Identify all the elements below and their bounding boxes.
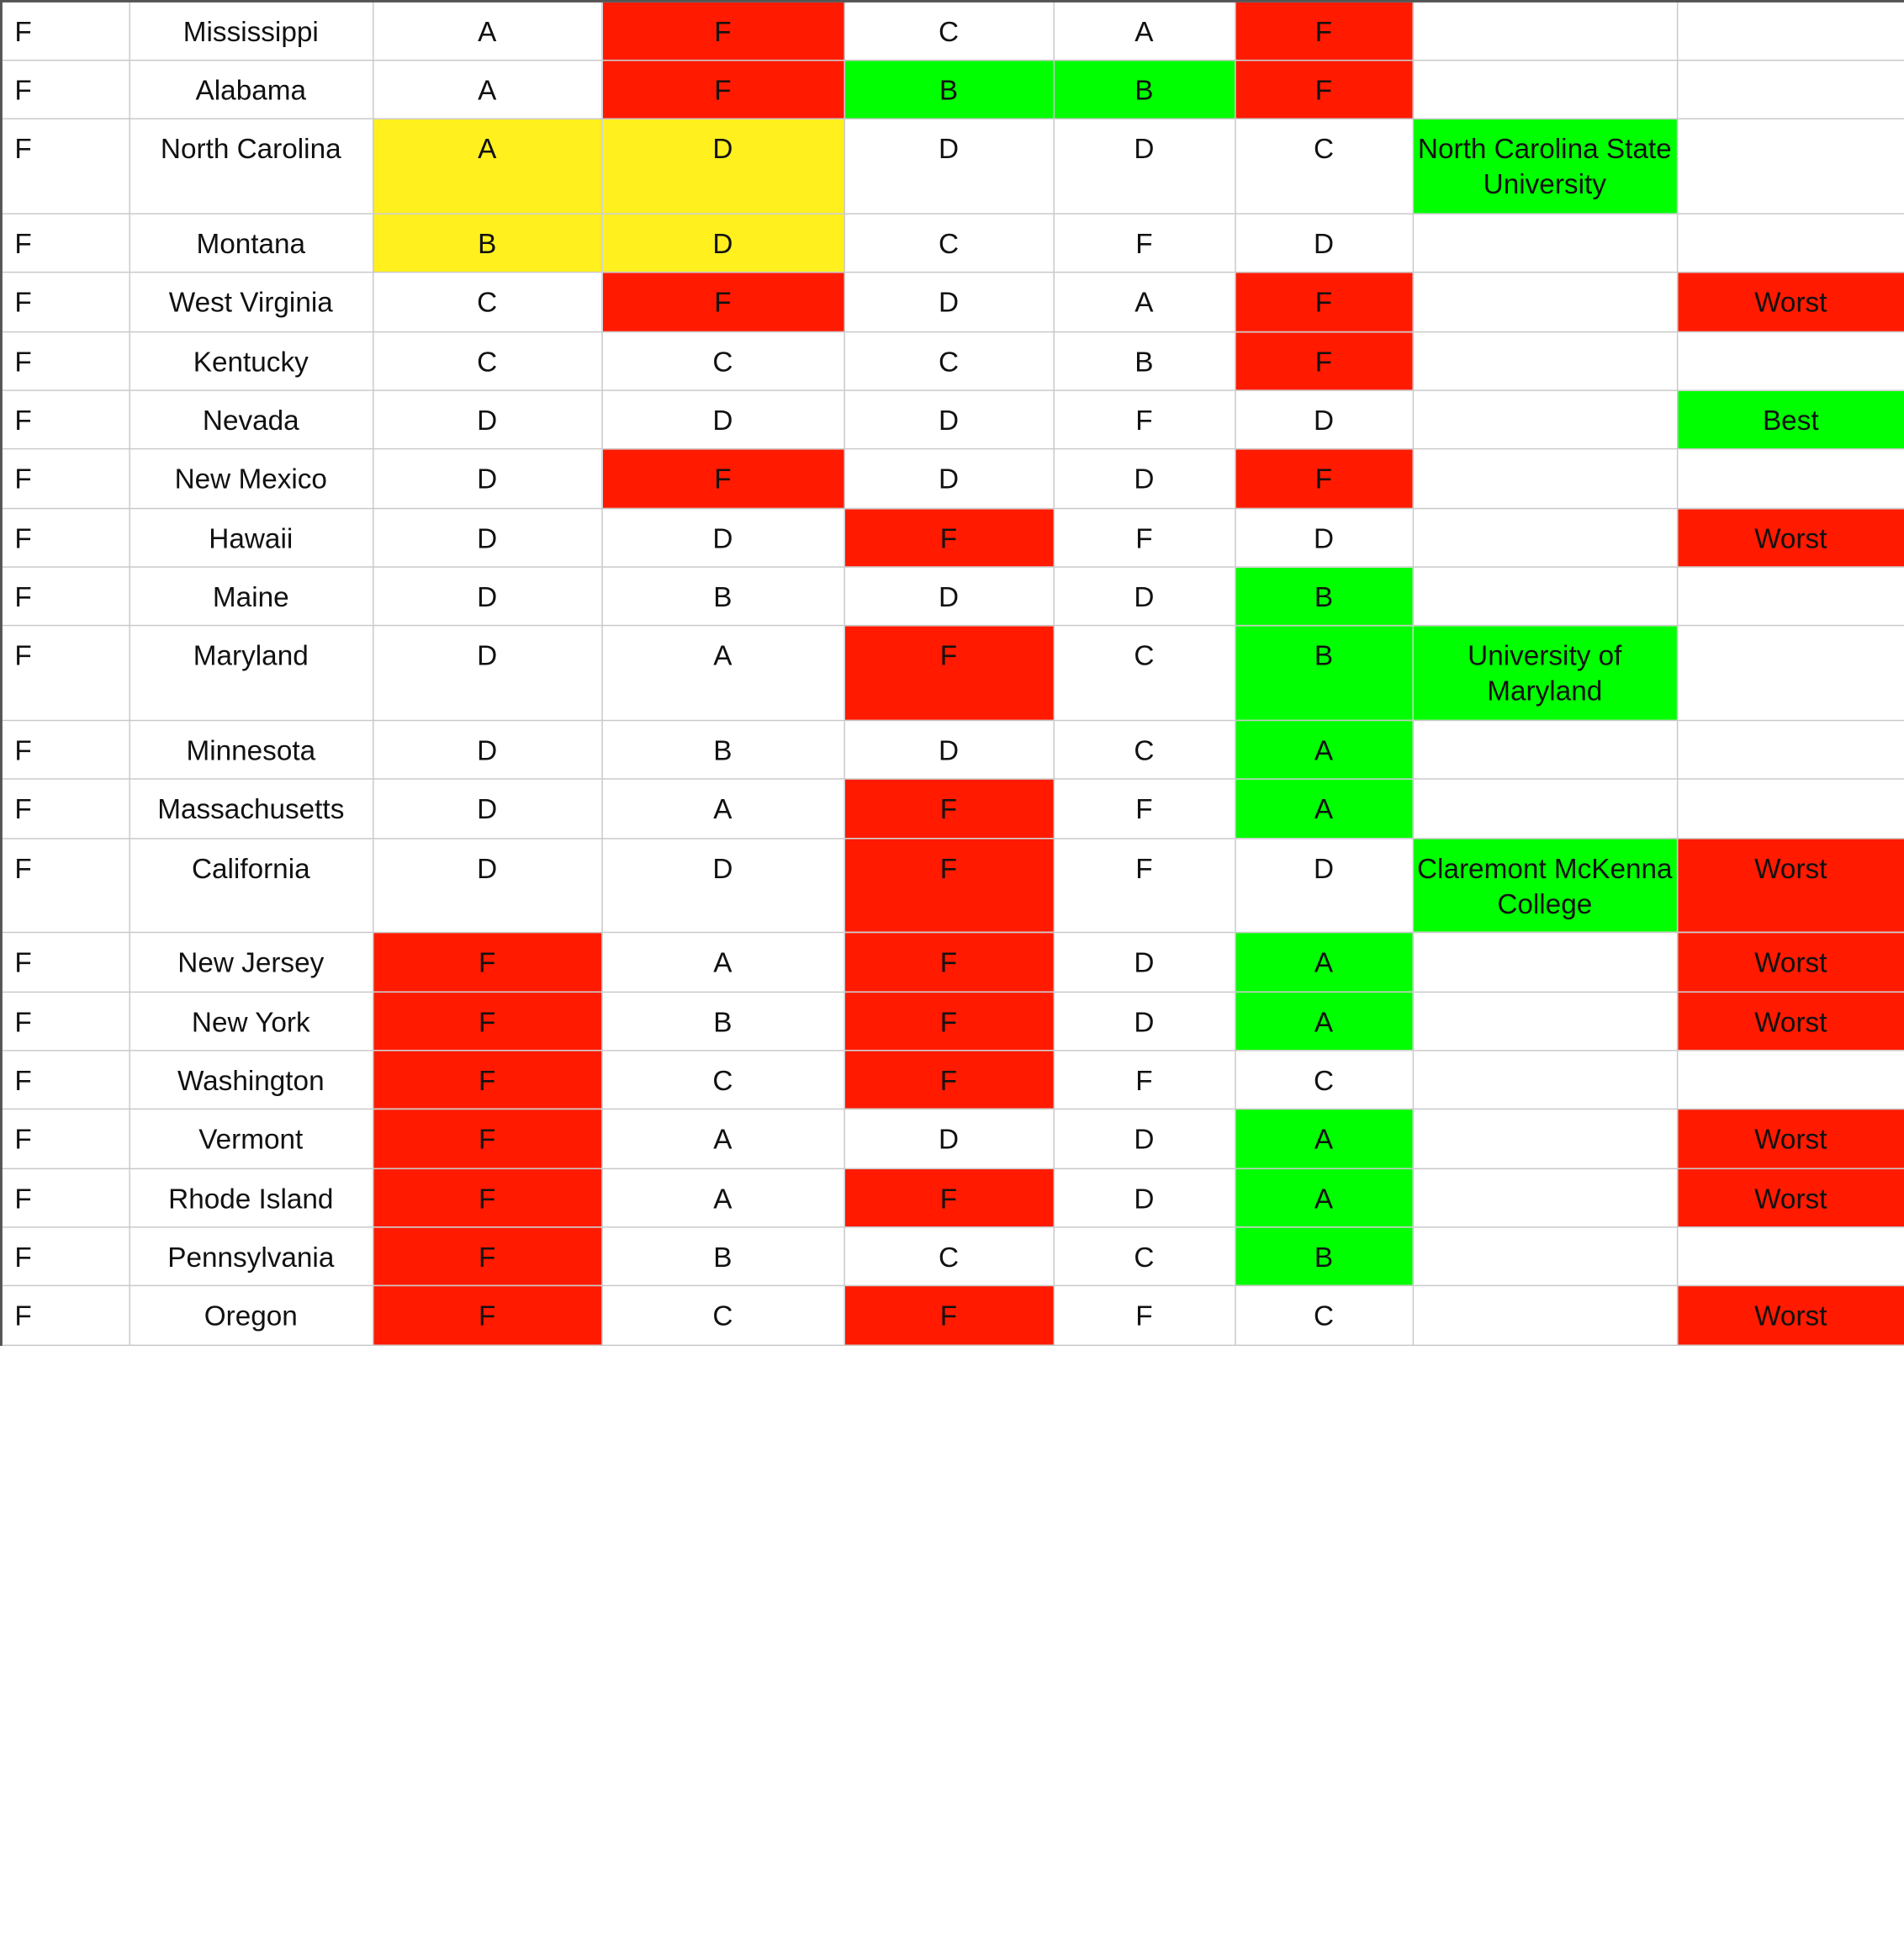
overall-grade-cell[interactable]: F: [1, 508, 129, 567]
rank-cell[interactable]: [1677, 119, 1904, 213]
rank-cell[interactable]: Worst: [1677, 1286, 1904, 1345]
state-name-cell[interactable]: California: [129, 838, 373, 932]
state-name-cell[interactable]: New Mexico: [129, 449, 373, 508]
rank-cell[interactable]: [1677, 567, 1904, 626]
table-body: [1, 1, 1904, 1345]
grade-2-cell[interactable]: D: [601, 214, 844, 273]
grade-4-cell[interactable]: D: [1054, 119, 1235, 213]
state-name-cell[interactable]: Nevada: [129, 390, 373, 449]
overall-grade-cell[interactable]: F: [1, 273, 129, 331]
grade-1-cell[interactable]: F: [373, 1051, 601, 1110]
college-cell[interactable]: [1413, 779, 1677, 838]
grade-1-cell[interactable]: F: [373, 933, 601, 992]
rank-cell[interactable]: [1677, 1051, 1904, 1110]
overall-grade-cell[interactable]: F: [1, 1227, 129, 1286]
grade-4-cell[interactable]: C: [1054, 720, 1235, 779]
state-name-cell[interactable]: North Carolina: [129, 119, 373, 213]
college-cell[interactable]: [1413, 992, 1677, 1051]
table-row: [1, 1, 1904, 60]
grade-3-cell[interactable]: F: [844, 626, 1053, 720]
college-cell[interactable]: [1413, 390, 1677, 449]
grade-3-cell[interactable]: D: [844, 1110, 1053, 1168]
state-name-cell[interactable]: Massachusetts: [129, 779, 373, 838]
overall-grade-cell[interactable]: F: [1, 992, 129, 1051]
table-row: [1, 779, 1904, 838]
rank-cell[interactable]: [1677, 60, 1904, 119]
rank-cell[interactable]: [1677, 331, 1904, 390]
grade-2-cell[interactable]: B: [601, 1227, 844, 1286]
overall-grade-cell[interactable]: F: [1, 1110, 129, 1168]
college-cell[interactable]: [1413, 60, 1677, 119]
grade-4-cell[interactable]: D: [1054, 567, 1235, 626]
grade-4-cell[interactable]: A: [1054, 273, 1235, 331]
state-name-cell[interactable]: Rhode Island: [129, 1168, 373, 1227]
table-row: [1, 567, 1904, 626]
grade-2-cell[interactable]: F: [601, 60, 844, 119]
overall-grade-cell[interactable]: F: [1, 1051, 129, 1110]
grade-2-cell[interactable]: C: [601, 331, 844, 390]
college-cell[interactable]: [1413, 567, 1677, 626]
grade-1-cell[interactable]: D: [373, 390, 601, 449]
grade-2-cell[interactable]: B: [601, 567, 844, 626]
college-cell[interactable]: North Carolina State University: [1413, 119, 1677, 213]
grade-4-cell[interactable]: F: [1054, 838, 1235, 932]
grade-1-cell[interactable]: D: [373, 626, 601, 720]
college-cell[interactable]: [1413, 331, 1677, 390]
grade-2-cell[interactable]: B: [601, 992, 844, 1051]
grade-3-cell[interactable]: F: [844, 1168, 1053, 1227]
college-cell[interactable]: [1413, 1, 1677, 60]
grade-3-cell[interactable]: D: [844, 119, 1053, 213]
state-name-cell[interactable]: New York: [129, 992, 373, 1051]
table-row: [1, 1051, 1904, 1110]
grade-4-cell[interactable]: D: [1054, 933, 1235, 992]
grade-4-cell[interactable]: D: [1054, 992, 1235, 1051]
table-row: [1, 214, 1904, 273]
grade-5-cell[interactable]: B: [1235, 567, 1412, 626]
state-name-cell[interactable]: Washington: [129, 1051, 373, 1110]
grade-3-cell[interactable]: F: [844, 508, 1053, 567]
grade-1-cell[interactable]: F: [373, 1110, 601, 1168]
grade-5-cell[interactable]: D: [1235, 508, 1412, 567]
grade-3-cell[interactable]: F: [844, 933, 1053, 992]
grade-3-cell[interactable]: D: [844, 720, 1053, 779]
grade-1-cell[interactable]: F: [373, 992, 601, 1051]
overall-grade-cell[interactable]: F: [1, 331, 129, 390]
grade-2-cell[interactable]: A: [601, 1110, 844, 1168]
state-name-cell[interactable]: Maine: [129, 567, 373, 626]
grade-5-cell[interactable]: A: [1235, 1168, 1412, 1227]
table-row: [1, 273, 1904, 331]
grade-5-cell[interactable]: A: [1235, 1110, 1412, 1168]
grade-5-cell[interactable]: F: [1235, 273, 1412, 331]
state-name-cell[interactable]: Vermont: [129, 1110, 373, 1168]
rank-cell[interactable]: [1677, 720, 1904, 779]
rank-cell[interactable]: Worst: [1677, 273, 1904, 331]
grade-4-cell[interactable]: F: [1054, 779, 1235, 838]
grade-5-cell[interactable]: F: [1235, 60, 1412, 119]
rank-cell[interactable]: Worst: [1677, 1168, 1904, 1227]
grade-2-cell[interactable]: C: [601, 1286, 844, 1345]
grade-4-cell[interactable]: A: [1054, 1, 1235, 60]
overall-grade-cell[interactable]: F: [1, 449, 129, 508]
table-row: [1, 1110, 1904, 1168]
grade-4-cell[interactable]: C: [1054, 626, 1235, 720]
college-cell[interactable]: [1413, 720, 1677, 779]
grade-4-cell[interactable]: D: [1054, 1168, 1235, 1227]
table-row: [1, 119, 1904, 213]
grade-5-cell[interactable]: B: [1235, 1227, 1412, 1286]
grade-2-cell[interactable]: F: [601, 273, 844, 331]
overall-grade-cell[interactable]: F: [1, 1, 129, 60]
table-row: [1, 390, 1904, 449]
overall-grade-cell[interactable]: F: [1, 567, 129, 626]
grade-1-cell[interactable]: D: [373, 720, 601, 779]
grade-5-cell[interactable]: F: [1235, 449, 1412, 508]
grade-2-cell[interactable]: D: [601, 838, 844, 932]
table-row: [1, 720, 1904, 779]
rank-cell[interactable]: Worst: [1677, 1110, 1904, 1168]
grade-1-cell[interactable]: B: [373, 214, 601, 273]
grade-3-cell[interactable]: C: [844, 214, 1053, 273]
college-cell[interactable]: [1413, 214, 1677, 273]
overall-grade-cell[interactable]: F: [1, 720, 129, 779]
grade-3-cell[interactable]: F: [844, 838, 1053, 932]
grade-3-cell[interactable]: D: [844, 273, 1053, 331]
grade-4-cell[interactable]: F: [1054, 1286, 1235, 1345]
rank-cell[interactable]: Worst: [1677, 508, 1904, 567]
grade-5-cell[interactable]: A: [1235, 720, 1412, 779]
state-name-cell[interactable]: West Virginia: [129, 273, 373, 331]
rank-cell[interactable]: [1677, 449, 1904, 508]
college-cell[interactable]: [1413, 1286, 1677, 1345]
table-row: [1, 992, 1904, 1051]
grade-5-cell[interactable]: C: [1235, 1286, 1412, 1345]
grade-1-cell[interactable]: D: [373, 779, 601, 838]
grade-5-cell[interactable]: D: [1235, 390, 1412, 449]
rank-cell[interactable]: Worst: [1677, 933, 1904, 992]
grade-4-cell[interactable]: D: [1054, 1110, 1235, 1168]
state-name-cell[interactable]: Alabama: [129, 60, 373, 119]
grade-3-cell[interactable]: F: [844, 992, 1053, 1051]
overall-grade-cell[interactable]: F: [1, 119, 129, 213]
state-name-cell[interactable]: Oregon: [129, 1286, 373, 1345]
grade-2-cell[interactable]: B: [601, 720, 844, 779]
grade-3-cell[interactable]: D: [844, 567, 1053, 626]
grade-2-cell[interactable]: A: [601, 626, 844, 720]
college-cell[interactable]: [1413, 1227, 1677, 1286]
state-name-cell[interactable]: Mississippi: [129, 1, 373, 60]
grade-2-cell[interactable]: F: [601, 449, 844, 508]
grade-5-cell[interactable]: A: [1235, 992, 1412, 1051]
state-name-cell[interactable]: Minnesota: [129, 720, 373, 779]
table-row: [1, 1227, 1904, 1286]
table-row: [1, 1168, 1904, 1227]
grade-1-cell[interactable]: D: [373, 449, 601, 508]
state-name-cell[interactable]: Kentucky: [129, 331, 373, 390]
grade-5-cell[interactable]: F: [1235, 1, 1412, 60]
college-cell[interactable]: University of Maryland: [1413, 626, 1677, 720]
state-name-cell[interactable]: New Jersey: [129, 933, 373, 992]
grade-2-cell[interactable]: F: [601, 1, 844, 60]
grade-5-cell[interactable]: C: [1235, 119, 1412, 213]
overall-grade-cell[interactable]: F: [1, 1286, 129, 1345]
grade-1-cell[interactable]: D: [373, 567, 601, 626]
grade-5-cell[interactable]: A: [1235, 779, 1412, 838]
grade-1-cell[interactable]: D: [373, 508, 601, 567]
overall-grade-cell[interactable]: F: [1, 626, 129, 720]
grade-5-cell[interactable]: D: [1235, 838, 1412, 932]
state-name-cell[interactable]: Pennsylvania: [129, 1227, 373, 1286]
grade-5-cell[interactable]: B: [1235, 626, 1412, 720]
grade-3-cell[interactable]: C: [844, 1, 1053, 60]
grade-1-cell[interactable]: A: [373, 1, 601, 60]
rank-cell[interactable]: [1677, 214, 1904, 273]
rank-cell[interactable]: [1677, 626, 1904, 720]
overall-grade-cell[interactable]: F: [1, 60, 129, 119]
grade-2-cell[interactable]: A: [601, 933, 844, 992]
grade-3-cell[interactable]: C: [844, 1227, 1053, 1286]
grade-3-cell[interactable]: B: [844, 60, 1053, 119]
college-cell[interactable]: [1413, 1110, 1677, 1168]
grade-3-cell[interactable]: F: [844, 1051, 1053, 1110]
grade-1-cell[interactable]: C: [373, 331, 601, 390]
grade-2-cell[interactable]: D: [601, 390, 844, 449]
grade-4-cell[interactable]: D: [1054, 449, 1235, 508]
college-cell[interactable]: Claremont McKenna College: [1413, 838, 1677, 932]
table-row: [1, 1286, 1904, 1345]
grade-4-cell[interactable]: C: [1054, 1227, 1235, 1286]
overall-grade-cell[interactable]: F: [1, 214, 129, 273]
grade-2-cell[interactable]: D: [601, 119, 844, 213]
table-row: [1, 933, 1904, 992]
table-row: [1, 449, 1904, 508]
rank-cell[interactable]: Worst: [1677, 992, 1904, 1051]
overall-grade-cell[interactable]: F: [1, 933, 129, 992]
state-name-cell[interactable]: Maryland: [129, 626, 373, 720]
rank-cell[interactable]: [1677, 1227, 1904, 1286]
college-cell[interactable]: [1413, 449, 1677, 508]
grade-2-cell[interactable]: D: [601, 508, 844, 567]
grade-3-cell[interactable]: F: [844, 779, 1053, 838]
rank-cell[interactable]: [1677, 779, 1904, 838]
overall-grade-cell[interactable]: F: [1, 838, 129, 932]
rank-cell[interactable]: Best: [1677, 390, 1904, 449]
table-row: [1, 838, 1904, 932]
college-cell[interactable]: [1413, 1051, 1677, 1110]
table-row: [1, 331, 1904, 390]
grade-4-cell[interactable]: F: [1054, 214, 1235, 273]
grade-2-cell[interactable]: C: [601, 1051, 844, 1110]
grade-4-cell[interactable]: F: [1054, 390, 1235, 449]
grade-1-cell[interactable]: C: [373, 273, 601, 331]
grade-1-cell[interactable]: F: [373, 1227, 601, 1286]
grade-3-cell[interactable]: D: [844, 449, 1053, 508]
overall-grade-cell[interactable]: F: [1, 1168, 129, 1227]
rank-cell[interactable]: [1677, 1, 1904, 60]
college-cell[interactable]: [1413, 933, 1677, 992]
grade-1-cell[interactable]: F: [373, 1286, 601, 1345]
grade-5-cell[interactable]: D: [1235, 214, 1412, 273]
state-name-cell[interactable]: Montana: [129, 214, 373, 273]
grade-5-cell[interactable]: F: [1235, 331, 1412, 390]
overall-grade-cell[interactable]: F: [1, 779, 129, 838]
grade-3-cell[interactable]: F: [844, 1286, 1053, 1345]
grade-3-cell[interactable]: D: [844, 390, 1053, 449]
grade-4-cell[interactable]: F: [1054, 508, 1235, 567]
rank-cell[interactable]: Worst: [1677, 838, 1904, 932]
grade-1-cell[interactable]: F: [373, 1168, 601, 1227]
grade-1-cell[interactable]: D: [373, 838, 601, 932]
grade-2-cell[interactable]: A: [601, 1168, 844, 1227]
grade-4-cell[interactable]: B: [1054, 60, 1235, 119]
overall-grade-cell[interactable]: F: [1, 390, 129, 449]
grade-3-cell[interactable]: C: [844, 331, 1053, 390]
grade-1-cell[interactable]: A: [373, 60, 601, 119]
grade-2-cell[interactable]: A: [601, 779, 844, 838]
state-name-cell[interactable]: Hawaii: [129, 508, 373, 567]
grade-5-cell[interactable]: A: [1235, 933, 1412, 992]
grade-5-cell[interactable]: C: [1235, 1051, 1412, 1110]
table-row: [1, 626, 1904, 720]
college-cell[interactable]: [1413, 273, 1677, 331]
grade-1-cell[interactable]: A: [373, 119, 601, 213]
college-cell[interactable]: [1413, 508, 1677, 567]
grade-4-cell[interactable]: F: [1054, 1051, 1235, 1110]
grade-4-cell[interactable]: B: [1054, 331, 1235, 390]
college-cell[interactable]: [1413, 1168, 1677, 1227]
table-row: [1, 508, 1904, 567]
table-row: [1, 60, 1904, 119]
